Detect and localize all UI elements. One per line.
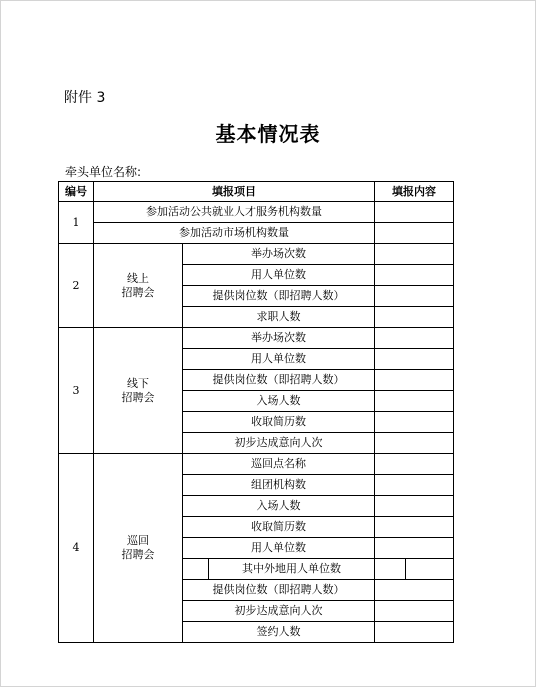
item-label: 巡回点名称 bbox=[183, 454, 375, 475]
table-row bbox=[59, 328, 454, 349]
item-label: 入场人数 bbox=[183, 391, 375, 412]
group-number: 1 bbox=[59, 202, 94, 244]
content-cell[interactable] bbox=[375, 391, 454, 412]
attachment-label: 附件 3 bbox=[64, 90, 106, 106]
content-cell[interactable] bbox=[375, 286, 454, 307]
content-cell[interactable] bbox=[375, 307, 454, 328]
group-label bbox=[94, 454, 183, 643]
content-cell[interactable] bbox=[375, 433, 454, 454]
group-label bbox=[94, 328, 183, 454]
item-label: 初步达成意向人次 bbox=[183, 433, 375, 454]
group-label-line2: 招聘会 bbox=[121, 548, 155, 561]
header-content: 填报内容 bbox=[375, 182, 454, 202]
page-title: 基本情况表 bbox=[215, 122, 321, 146]
group-label-line1: 巡回 bbox=[127, 534, 149, 548]
item-label: 其中外地用人单位数 bbox=[208, 559, 374, 579]
content-cell[interactable] bbox=[375, 412, 454, 433]
item-label: 参加活动市场机构数量 bbox=[94, 223, 375, 244]
item-label: 用人单位数 bbox=[183, 349, 375, 370]
header-number: 编号 bbox=[59, 182, 94, 202]
item-label: 初步达成意向人次 bbox=[183, 601, 375, 622]
item-label: 用人单位数 bbox=[183, 265, 375, 286]
item-label: 提供岗位数（即招聘人数） bbox=[183, 370, 375, 391]
content-cell[interactable] bbox=[375, 517, 454, 538]
content-cell[interactable] bbox=[375, 622, 454, 643]
content-cell[interactable] bbox=[375, 370, 454, 391]
content-cell[interactable] bbox=[375, 202, 454, 223]
content-cell[interactable] bbox=[375, 580, 454, 601]
content-sub-cell[interactable] bbox=[405, 559, 453, 579]
item-label: 提供岗位数（即招聘人数） bbox=[183, 286, 375, 307]
item-label: 签约人数 bbox=[183, 622, 375, 643]
header-item: 填报项目 bbox=[94, 182, 375, 202]
content-cell[interactable] bbox=[375, 223, 454, 244]
basic-info-table bbox=[58, 181, 454, 643]
item-label: 入场人数 bbox=[183, 496, 375, 517]
content-cell[interactable] bbox=[375, 559, 454, 580]
content-cell[interactable] bbox=[375, 328, 454, 349]
table-row bbox=[59, 223, 454, 244]
group-label bbox=[94, 244, 183, 328]
content-cell[interactable] bbox=[375, 454, 454, 475]
group-label-line2: 招聘会 bbox=[121, 285, 155, 299]
content-cell[interactable] bbox=[375, 244, 454, 265]
group-label-line1: 线上 bbox=[127, 271, 149, 285]
content-cell[interactable] bbox=[375, 349, 454, 370]
group-number: 3 bbox=[59, 328, 94, 454]
group-number: 2 bbox=[59, 244, 94, 328]
group-label-line1: 线下 bbox=[127, 376, 149, 390]
item-label: 收取简历数 bbox=[183, 412, 375, 433]
content-cell[interactable] bbox=[375, 601, 454, 622]
item-label: 收取简历数 bbox=[183, 517, 375, 538]
item-label: 求职人数 bbox=[183, 307, 375, 328]
item-label: 提供岗位数（即招聘人数） bbox=[183, 580, 375, 601]
content-cell[interactable] bbox=[375, 496, 454, 517]
item-label: 举办场次数 bbox=[183, 328, 375, 349]
group-number: 4 bbox=[59, 454, 94, 643]
content-cell[interactable] bbox=[375, 538, 454, 559]
content-cell[interactable] bbox=[375, 265, 454, 286]
table-row bbox=[59, 202, 454, 223]
content-cell[interactable] bbox=[375, 475, 454, 496]
table-header-row bbox=[59, 182, 454, 202]
item-label: 用人单位数 bbox=[183, 538, 375, 559]
item-sub-cell bbox=[183, 559, 375, 580]
table-row bbox=[59, 454, 454, 475]
item-label: 举办场次数 bbox=[183, 244, 375, 265]
lead-unit-label: 牵头单位名称: bbox=[65, 165, 142, 179]
item-label: 参加活动公共就业人才服务机构数量 bbox=[94, 202, 375, 223]
group-label-line2: 招聘会 bbox=[121, 390, 155, 404]
table-row bbox=[59, 244, 454, 265]
item-label: 组团机构数 bbox=[183, 475, 375, 496]
